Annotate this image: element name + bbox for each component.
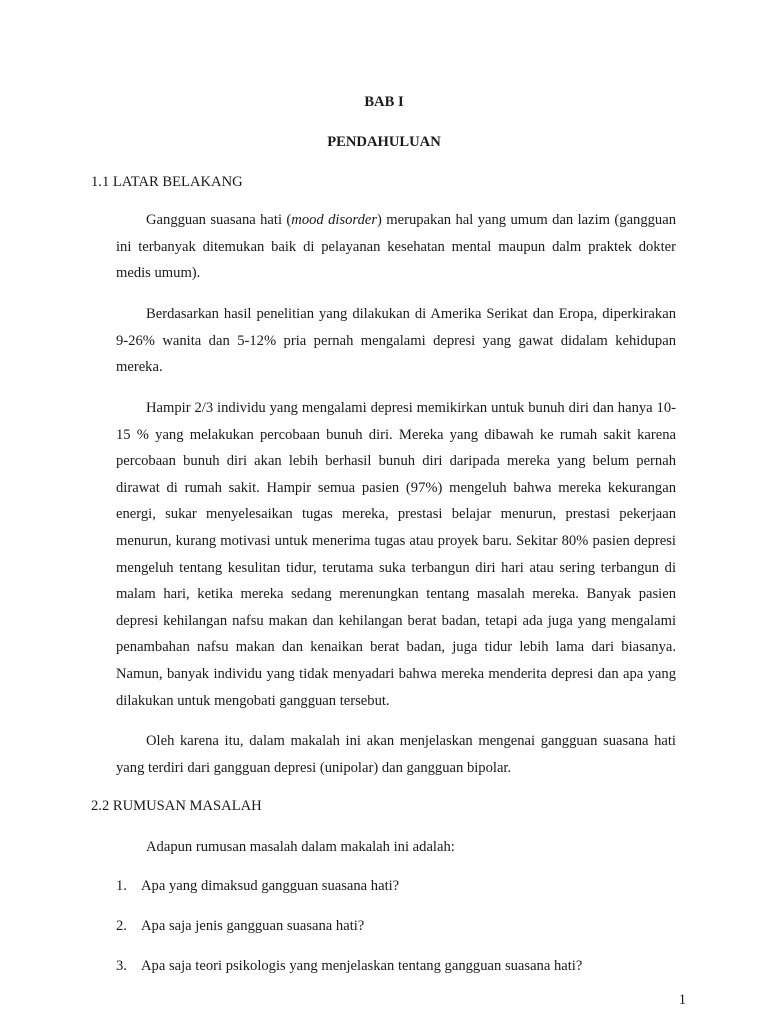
rumusan-intro: Adapun rumusan masalah dalam makalah ini adalah:: [146, 839, 455, 855]
list-item: [116, 918, 676, 935]
list-item-number: 3.: [116, 958, 127, 974]
list-item-text: Apa yang dimaksud gangguan suasana hati?: [141, 878, 400, 894]
list-item-text: Apa saja jenis gangguan suasana hati?: [141, 918, 365, 934]
paragraph-2: Berdasarkan hasil penelitian yang dilakukan di Amerika Serikat dan Eropa, diperkirakan 9-26% wanita dan 5-12% pria pernah mengalami depresi yang gawat didalam kehidupan mereka.: [116, 306, 676, 376]
section-heading-latar-belakang: 1.1 LATAR BELAKANG: [91, 174, 243, 190]
list-item-number: 1.: [116, 878, 127, 894]
section-heading-rumusan-masalah: 2.2 RUMUSAN MASALAH: [91, 798, 262, 814]
list-item-number: 2.: [116, 918, 127, 934]
chapter-label: BAB I: [364, 94, 404, 110]
paragraph-1: [116, 207, 676, 287]
paragraph-3: Hampir 2/3 individu yang mengalami depresi memikirkan untuk bunuh diri dan hanya 10-15 % yang melakukan percobaan bunuh diri. Mereka yang dibawah ke rumah sakit karena percobaan bunuh diri akan lebih berhasil bunuh diri daripada mereka yang belum pernah dirawat di rumah sakit. Hampir semua pasien (97%) mengeluh bahwa mereka kekurangan energi, sukar menyelesaikan tugas mereka, prestasi belajar menurun, prestasi pekerjaan menurun, kurang motivasi untuk menerima tugas atau proyek baru. Sekitar 80% pasien depresi mengeluh tentang kesulitan tidur, terutama suka terbangun diri hari atau sering terbangun di malam hari, ketika mereka sedang merenungkan tentang masalah mereka. Banyak pasien depresi kehilangan nafsu makan dan kehilangan berat badan, tetapi ada juga yang mengalami penambahan nafsu makan dan kenaikan berat badan, juga tidur lebih lama dari biasanya. Namun, banyak individu yang tidak menyadari bahwa mereka menderita depresi dan apa yang dilakukan untuk mengobati gangguan tersebut.: [116, 400, 676, 709]
paragraph-1-text-start: Gangguan suasana hati (: [146, 212, 292, 228]
page-number: 1: [678, 992, 686, 1008]
paragraph-4: Oleh karena itu, dalam makalah ini akan menjelaskan mengenai gangguan suasana hati yang terdiri dari gangguan depresi (unipolar) dan gangguan bipolar.: [116, 733, 676, 776]
chapter-title: PENDAHULUAN: [327, 134, 441, 150]
paragraph-1-italic-term: mood disorder: [291, 212, 378, 228]
list-item-text: Apa saja teori psikologis yang menjelaskan tentang gangguan suasana hati?: [141, 958, 583, 974]
list-item: [116, 958, 676, 975]
list-item: [116, 878, 676, 895]
paragraph-1-text-end: ) merupakan hal yang umum dan lazim (gangguan ini terbanyak ditemukan baik di pelayanan kesehatan mental maupun dalm praktek dokter medis umum).: [116, 212, 677, 282]
